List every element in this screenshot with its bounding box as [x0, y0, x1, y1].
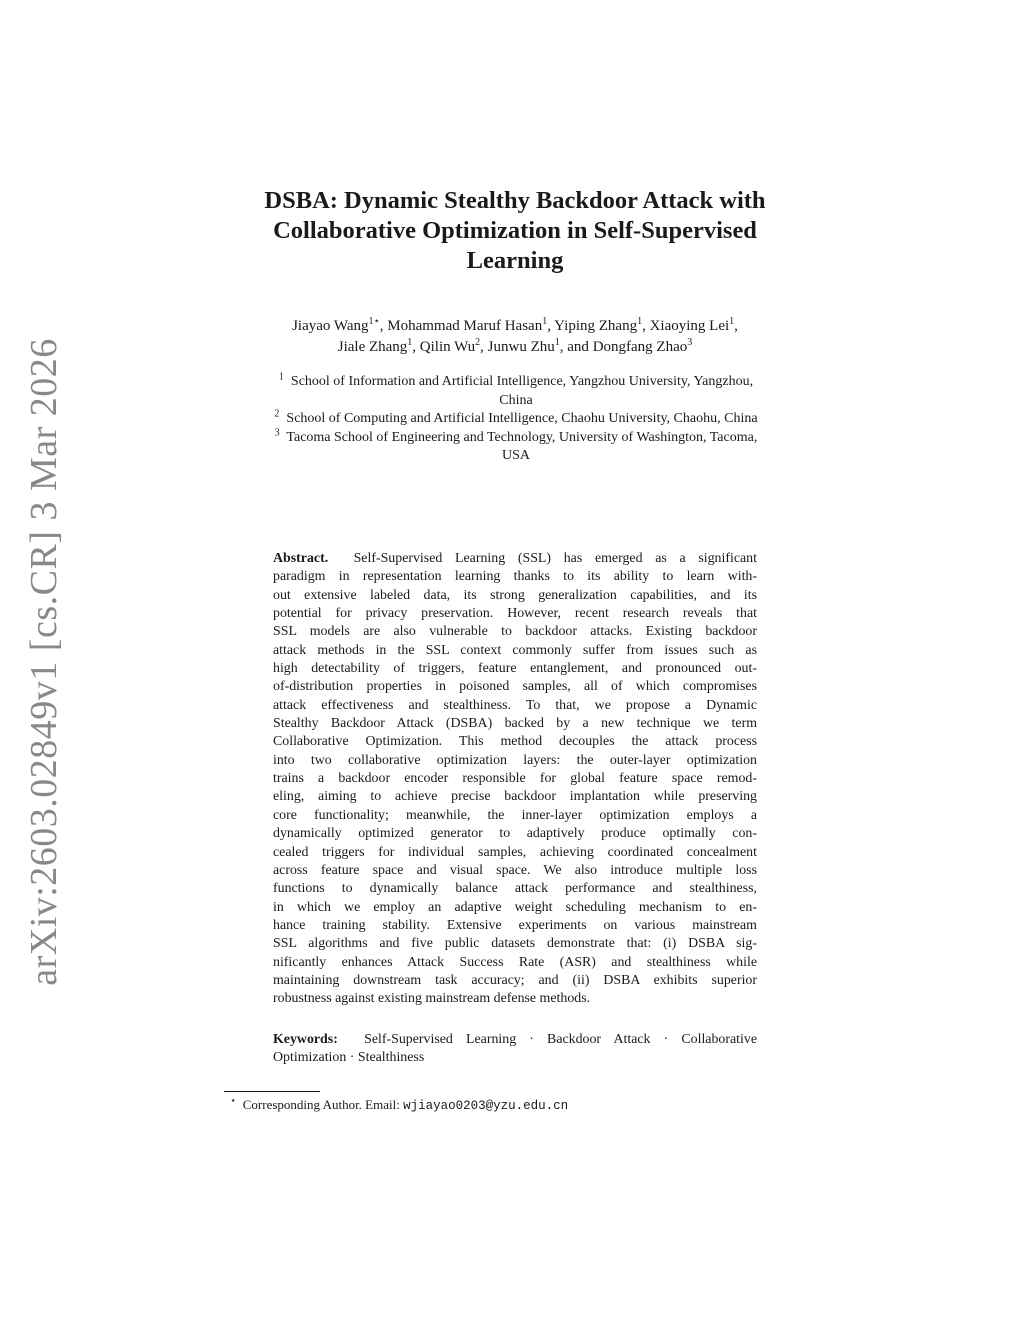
abstract-line: attack effectiveness and stealthiness. To that, we propose a Dynamic — [273, 697, 757, 713]
abstract-line: Stealthy Backdoor Attack (DSBA) backed by a new technique we term — [273, 716, 757, 732]
affiliation-text: School of Computing and Artificial Intelligence, Chaohu University, Chaohu, China — [286, 411, 758, 426]
author-final-joiner: , and — [559, 339, 593, 355]
abstract-line: dynamically optimized generator to adaptively produce optimally con- — [273, 826, 757, 842]
author-affiliation-mark: 1 — [637, 316, 643, 327]
paper-title — [200, 186, 830, 276]
keywords — [273, 1031, 757, 1068]
keywords-text: Self-Supervised Learning · Backdoor Attack · Collaborative — [364, 1032, 757, 1047]
footnote — [230, 1096, 568, 1115]
abstract-line: potential for privacy preservation. However, recent research reveals that — [273, 606, 757, 622]
title-line: DSBA: Dynamic Stealthy Backdoor Attack with — [264, 187, 766, 214]
author-line — [200, 337, 830, 358]
abstract-line: high detectability of triggers, feature entanglement, and pronounced out- — [273, 661, 757, 677]
abstract-line: of-distribution properties in poisoned samples, all of which compromises — [273, 679, 757, 695]
abstract-text: Self-Supervised Learning (SSL) has emerged as a significant — [353, 551, 757, 566]
author-name: Jiayao Wang — [292, 318, 369, 334]
affiliation — [216, 410, 816, 429]
author-affiliation-mark: 3 — [687, 337, 693, 348]
abstract-line: nificantly enhances Attack Success Rate (ASR) and stealthiness while — [273, 954, 757, 970]
author-list — [200, 316, 830, 358]
abstract-line: across feature space and visual space. We also introduce multiple loss — [273, 862, 757, 878]
abstract-line: SSL algorithms and five public datasets demonstrate that: (i) DSBA sig- — [273, 936, 757, 952]
author-affiliation-mark: 1 — [407, 337, 413, 348]
affiliation-text: School of Information and Artificial Intelligence, Yangzhou University, Yangzhou, — [290, 374, 754, 389]
affiliation — [216, 426, 816, 466]
author-name: Mohammad Maruf Hasan — [387, 318, 543, 334]
abstract-line: into two collaborative optimization layers: the outer-layer optimization — [273, 752, 757, 768]
keywords-line — [273, 1031, 757, 1049]
abstract-line: Collaborative Optimization. This method decouples the attack process — [273, 734, 757, 750]
footnote-divider — [224, 1091, 320, 1092]
author-affiliation-mark: 1 — [729, 316, 735, 327]
abstract-line: in which we employ an adaptive weight scheduling mechanism to en- — [273, 899, 757, 915]
author-separator: , — [412, 339, 420, 355]
affiliation-line: USA — [501, 448, 530, 463]
abstract-line: eling, aiming to achieve precise backdoor implantation while preserving — [273, 789, 757, 805]
affiliation-line — [216, 426, 816, 448]
footnote-mark: ⋆ — [230, 1095, 237, 1107]
abstract-line: SSL models are also vulnerable to backdoor attacks. Existing backdoor — [273, 624, 757, 640]
abstract — [273, 550, 757, 1009]
author-name: Qilin Wu — [419, 339, 476, 355]
affiliation-text: Tacoma School of Engineering and Technology, University of Washington, Tacoma, — [286, 429, 758, 445]
affiliation-line — [216, 373, 816, 392]
abstract-label: Abstract. — [273, 551, 329, 566]
abstract-line: attack methods in the SSL context commonly suffer from issues such as — [273, 642, 757, 658]
arxiv-identifier-stamp: arXiv:2603.02849v1 [cs.CR] 3 Mar 2026 — [23, 338, 65, 986]
abstract-line — [273, 550, 757, 568]
abstract-line: core functionality; meanwhile, the inner-layer optimization employs a — [273, 807, 757, 823]
affiliation-number: 3 — [274, 426, 280, 438]
author-name: Jiale Zhang — [337, 339, 408, 355]
author-separator: , — [734, 318, 738, 334]
author-name: Xiaoying Lei — [649, 318, 730, 334]
author-separator: , — [642, 318, 650, 334]
footnote-email-link[interactable]: wjiayao0203@yzu.edu.cn — [403, 1099, 569, 1113]
affiliation-number: 1 — [278, 371, 284, 383]
footnote-text: Corresponding Author. Email: — [242, 1097, 400, 1112]
abstract-line: cealed triggers for individual samples, achieving coordinated concealment — [273, 844, 757, 860]
abstract-line: trains a backdoor encoder responsible for global feature space remod- — [273, 771, 757, 787]
author-affiliation-mark: 1 — [542, 316, 548, 327]
author-separator: , — [379, 318, 388, 334]
abstract-line: robustness against existing mainstream defense methods. — [273, 991, 591, 1007]
author-name: Yiping Zhang — [554, 318, 638, 334]
affiliation — [216, 373, 816, 410]
affiliation-line — [216, 410, 816, 429]
title-line: Learning — [466, 247, 564, 274]
author-separator: , — [480, 339, 488, 355]
author-name: Dongfang Zhao — [592, 339, 688, 355]
author-name: Junwu Zhu — [487, 339, 555, 355]
abstract-line: maintaining downstream task accuracy; and (ii) DSBA exhibits superior — [273, 972, 757, 988]
affiliation-line: China — [499, 392, 533, 408]
author-affiliation-mark: 2 — [475, 337, 481, 348]
author-affiliation-mark: 1 — [554, 337, 560, 348]
abstract-line: out extensive labeled data, its strong generalization capabilities, and its — [273, 587, 757, 603]
author-affiliation-mark: 1⋆ — [368, 316, 380, 327]
abstract-line: hance training stability. Extensive experiments on various mainstream — [273, 917, 757, 933]
title-line: Collaborative Optimization in Self-Supervised — [273, 217, 757, 244]
affiliation-list — [216, 373, 816, 466]
keywords-line: Optimization · Stealthiness — [273, 1050, 425, 1066]
author-line — [200, 316, 830, 337]
affiliation-number: 2 — [274, 408, 280, 420]
abstract-line: functions to dynamically balance attack performance and stealthiness, — [273, 881, 757, 897]
keywords-label: Keywords: — [273, 1032, 338, 1047]
abstract-line: paradigm in representation learning thanks to its ability to learn with- — [273, 569, 757, 585]
author-separator: , — [547, 318, 555, 334]
